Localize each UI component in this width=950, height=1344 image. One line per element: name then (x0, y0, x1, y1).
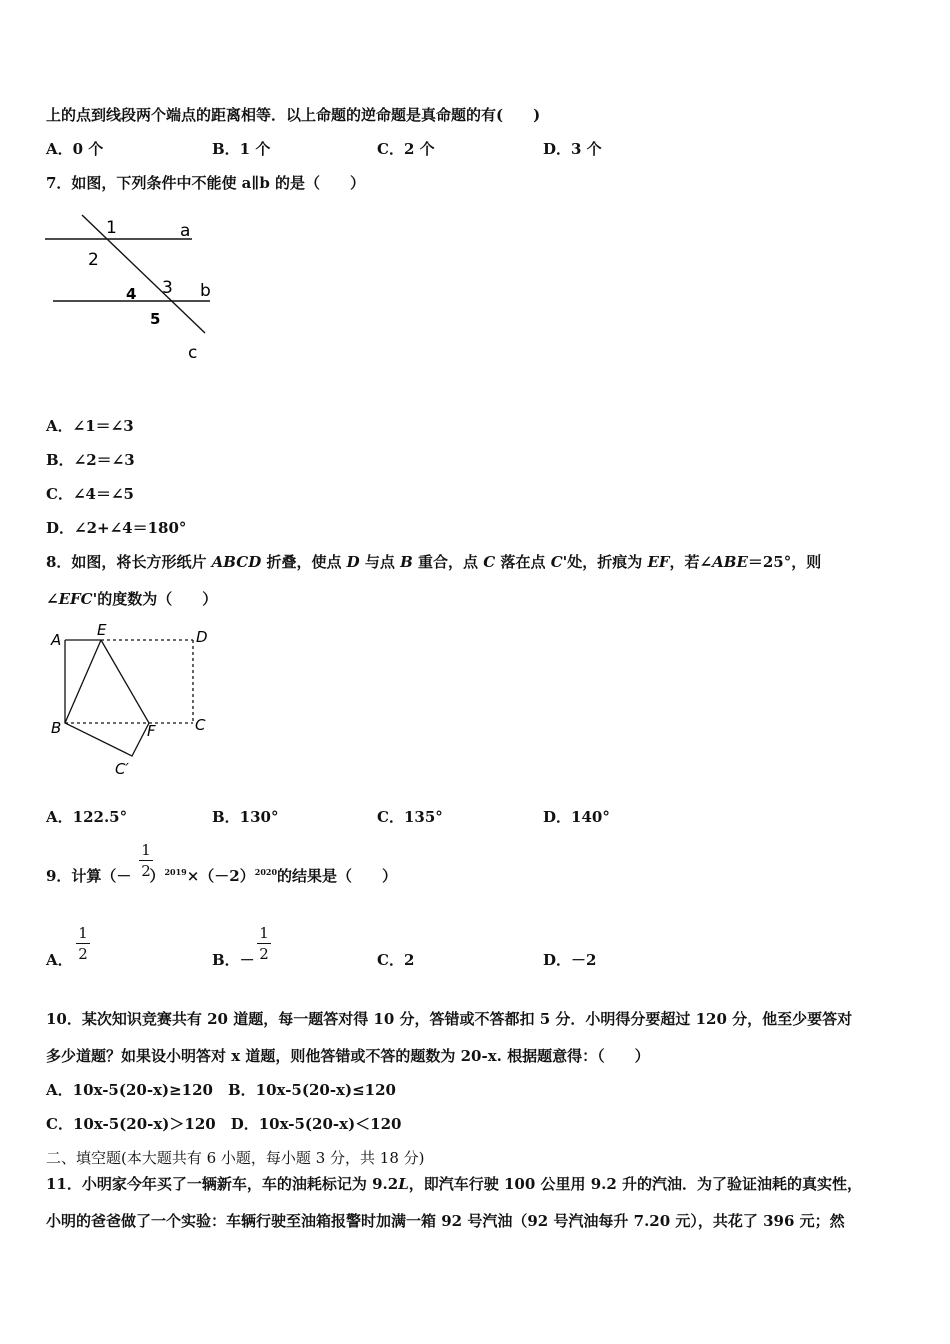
label-F: F (147, 722, 156, 740)
section-title: 二、填空题(本大题共有 6 小题，每小题 3 分，共 18 分) (46, 1149, 425, 1167)
q6-option-a: A．0 个 (46, 140, 104, 158)
label-n2: 2 (88, 250, 99, 270)
q11-line1: 11．小明家今年买了一辆新车，车的油耗标记为 9.2L，即汽车行驶 100 公里用 9.2 升的汽油．为了验证油耗的真实性， (46, 1175, 863, 1193)
q6-option-c: C．2 个 (377, 140, 435, 158)
label-b: b (200, 281, 211, 301)
label-C: C (195, 716, 206, 734)
q9-option-c: C．2 (377, 951, 415, 969)
q8-option-b: B．130° (212, 808, 279, 826)
q7-figure (40, 205, 230, 375)
label-n3: 3 (162, 278, 173, 298)
q10-options-row2: C．10x-5(20-x)＞120 D．10x-5(20-x)＜120 (46, 1115, 402, 1133)
q7-option-a: A．∠1＝∠3 (46, 417, 134, 435)
label-a: a (180, 221, 191, 241)
q10-stem-line2: 多少道题？如果设小明答对 x 道题，则他答错或不答的题数为 20-x. 根据题意得：（ ） (46, 1047, 650, 1065)
q10-stem-line1: 10．某次知识竞赛共有 20 道题，每一题答对得 10 分，答错或不答都扣 5 分．小明得分要超过 120 分，他至少要答对 (46, 1010, 853, 1028)
q9-stem-fraction: 1 2 (139, 841, 153, 880)
q6-option-d: D．3 个 (543, 140, 602, 158)
q8-option-c: C．135° (377, 808, 443, 826)
label-c: c (188, 343, 198, 363)
q8-stem-line1: 8．如图，将长方形纸片 ABCD 折叠，使点 D 与点 B 重合，点 C 落在点 C'处，折痕为 EF，若∠ABE＝25°，则 (46, 553, 822, 571)
q7-stem: 7．如图，下列条件中不能使 a∥b 的是（ ） (46, 174, 366, 192)
label-Cp: C′ (115, 760, 129, 778)
q9-option-d: D．－2 (543, 951, 597, 969)
q9-option-b-fraction: 1 2 (257, 924, 271, 963)
q9-stem: 9．计算（－ ）$^{2019}\times(-2)^{2020}$的结果是（ ） (46, 867, 398, 885)
label-n5: 5 (150, 310, 161, 328)
q8-option-a: A．122.5° (46, 808, 128, 826)
q8-figure (45, 620, 225, 780)
q9-option-a-fraction: 1 2 (76, 924, 90, 963)
q9-option-b-label: B．－ (212, 951, 255, 969)
label-D: D (196, 628, 208, 646)
q7-option-b: B．∠2＝∠3 (46, 451, 135, 469)
q10-options-row1: A．10x-5(20-x)≥120 B．10x-5(20-x)≤120 (46, 1081, 396, 1099)
label-A: A (51, 631, 62, 649)
label-E: E (97, 621, 107, 639)
label-n1: 1 (106, 218, 117, 238)
q7-option-c: C．∠4＝∠5 (46, 485, 134, 503)
q7-option-d: D．∠2+∠4＝180° (46, 519, 187, 537)
q9-option-a-label: A． (46, 951, 73, 969)
q8-stem-line2: ∠EFC'的度数为（ ） (46, 590, 218, 608)
q8-option-d: D．140° (543, 808, 610, 826)
q11-line2: 小明的爸爸做了一个实验：车辆行驶至油箱报警时加满一箱 92 号汽油（92 号汽油每升 7.20 元），共花了 396 元；然 (46, 1212, 845, 1230)
q6-stem-tail: 上的点到线段两个端点的距离相等．以上命题的逆命题是真命题的有( ) (46, 106, 541, 124)
label-n4: 4 (126, 285, 137, 303)
label-B: B (51, 719, 62, 737)
q6-option-b: B．1 个 (212, 140, 271, 158)
